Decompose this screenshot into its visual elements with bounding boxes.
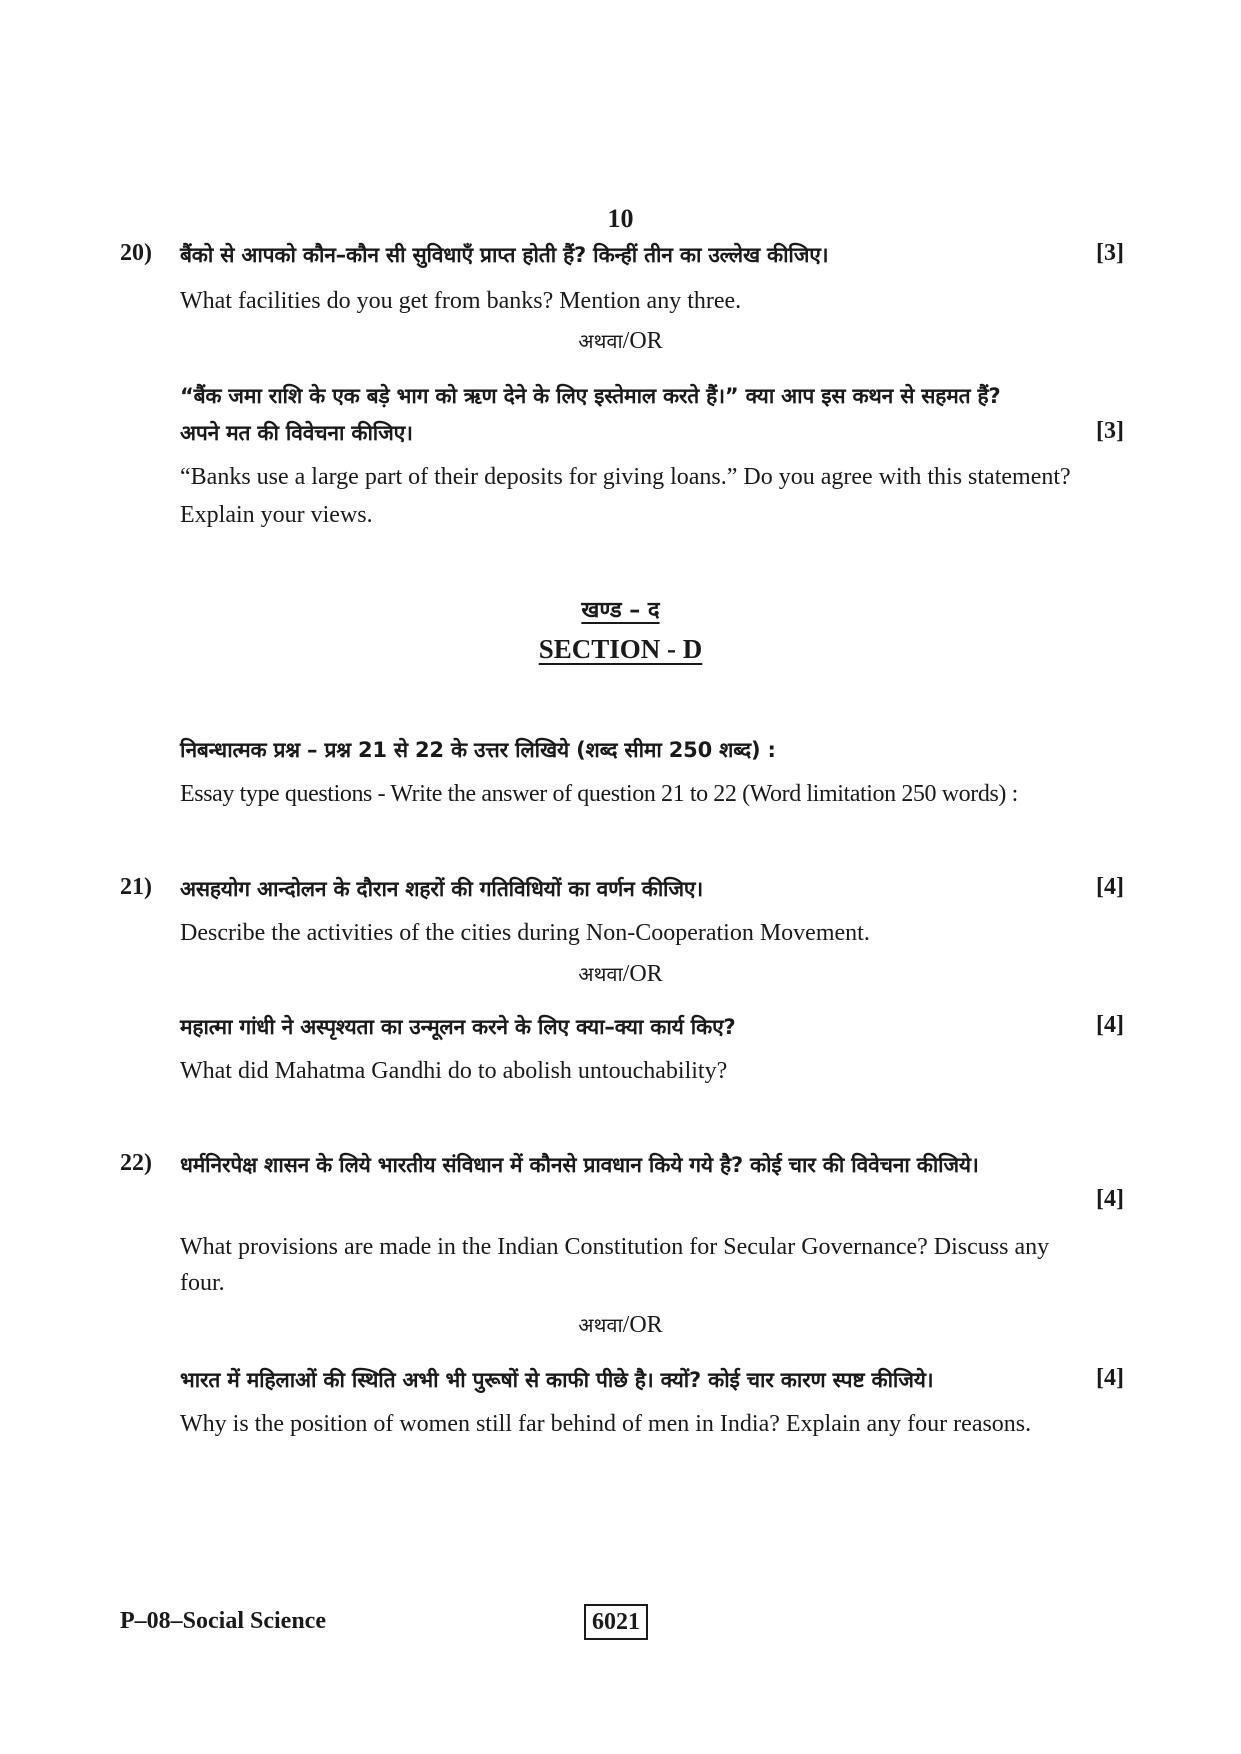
q22-hindi-text: धर्मनिरपेक्ष शासन के लिये भारतीय संविधान में कौनसे प्रावधान किये गये है? कोई चार की विवेचना कीजिये। (180, 1153, 979, 1177)
or-hindi-label: अथवा (578, 329, 623, 353)
section-title-english-text: SECTION - D (538, 634, 703, 664)
q21-marks: [4] (1096, 874, 1124, 900)
q22-alt-english-text: Why is the position of women still far behind of men in India? Explain any four reasons. (180, 1411, 1032, 1437)
q22-marks: [4] (1096, 1186, 1124, 1212)
q21-alt-english-text: What did Mahatma Gandhi do to abolish untouchability? (180, 1058, 728, 1084)
q20-alt-hindi-line2: अपने मत की विवेचना कीजिए। (180, 421, 413, 445)
section-title-hindi (0, 594, 1241, 624)
section-title-hindi-text: खण्ड – द (581, 598, 660, 623)
or-hindi-label: अथवा (578, 962, 623, 986)
q20-or-divider (0, 327, 1241, 355)
section-instruction-english: Essay type questions - Write the answer of question 21 to 22 (Word limitation 250 words) : (180, 781, 1018, 807)
q21-alt-hindi-text: महात्मा गांधी ने अस्पृश्यता का उन्मूलन करने के लिए क्या–क्या कार्य किए? (180, 1015, 736, 1039)
q22-alt-marks: [4] (1096, 1365, 1124, 1391)
or-hindi-label: अथवा (578, 1313, 623, 1337)
q20-hindi-text: बैंको से आपको कौन–कौन सी सुविधाएँ प्राप्त होती हैं? किन्हीं तीन का उल्लेख कीजिए। (180, 243, 829, 267)
q21-alt-marks: [4] (1096, 1012, 1124, 1038)
q20-english-text: What facilities do you get from banks? Mention any three. (180, 288, 742, 314)
question-number-21: 21) (120, 874, 152, 900)
q20-alt-english-line1: “Banks use a large part of their deposits for giving loans.” Do you agree with this statement? (180, 464, 1071, 490)
footer-code-box: 6021 (584, 1604, 648, 1640)
q22-english-line1: What provisions are made in the Indian Constitution for Secular Governance? Discuss any (180, 1234, 1050, 1260)
q21-english-text: Describe the activities of the cities during Non-Cooperation Movement. (180, 920, 870, 946)
section-title-english (0, 634, 1241, 665)
page-number: 10 (607, 204, 634, 233)
q22-alt-hindi-text: भारत में महिलाओं की स्थिति अभी भी पुरूषों से काफी पीछे है। क्यों? कोई चार कारण स्पष्ट कीजिये। (180, 1368, 934, 1392)
question-number-20: 20) (120, 240, 152, 266)
or-english-label: /OR (622, 328, 663, 354)
q20-marks: [3] (1096, 240, 1124, 266)
q22-or-divider (0, 1311, 1241, 1339)
or-english-label: /OR (622, 1312, 663, 1338)
q22-english-line2: four. (180, 1270, 225, 1296)
q20-alt-english-line2: Explain your views. (180, 502, 373, 528)
q20-alt-hindi-line1: “बैंक जमा राशि के एक बड़े भाग को ऋण देने के लिए इस्तेमाल करते हैं।” क्या आप इस कथन से सहमत हैं? (180, 384, 1001, 408)
section-instruction-hindi: निबन्धात्मक प्रश्न – प्रश्न 21 से 22 के उत्तर लिखिये (शब्द सीमा 250 शब्द) : (180, 738, 776, 762)
footer-subject: P–08–Social Science (120, 1608, 326, 1634)
q21-or-divider (0, 960, 1241, 988)
q20-alt-marks: [3] (1096, 418, 1124, 444)
or-english-label: /OR (622, 961, 663, 987)
question-number-22: 22) (120, 1150, 152, 1176)
q21-hindi-text: असहयोग आन्दोलन के दौरान शहरों की गतिविधियों का वर्णन कीजिए। (180, 877, 704, 901)
